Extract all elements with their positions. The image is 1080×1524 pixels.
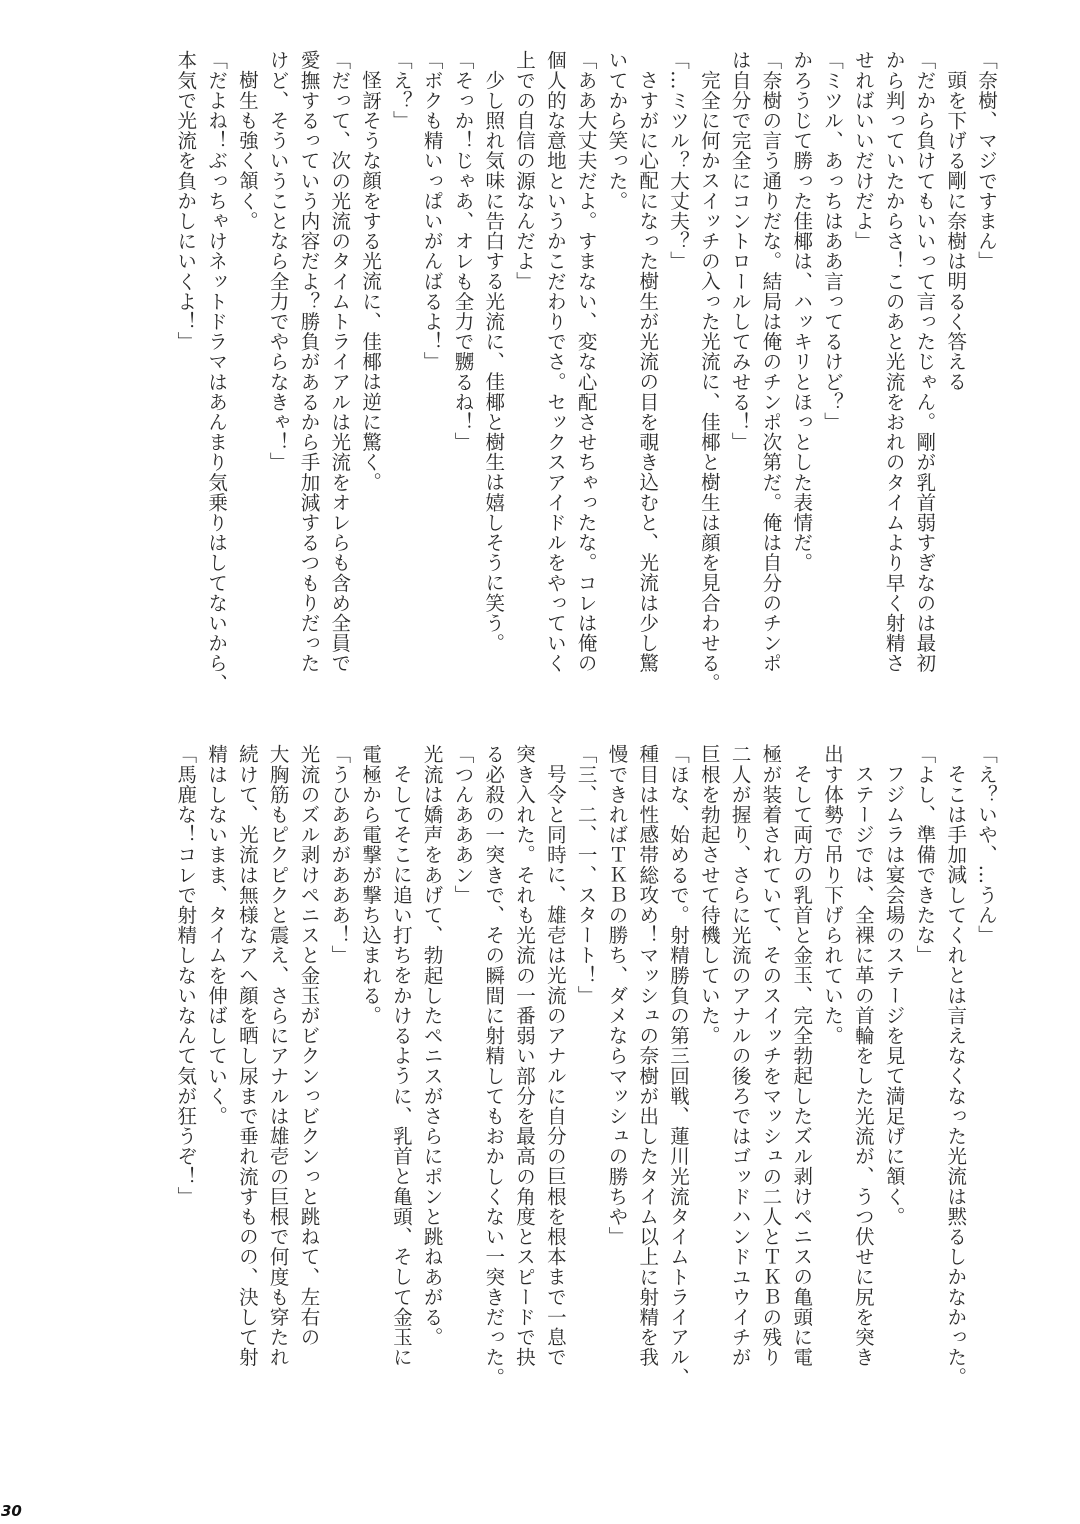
text-line: 光流のズル剥けペニスと金玉がビクンっビクンっと跳ねて、左右の	[297, 744, 321, 1347]
text-line: 慢できればＴＫＢの勝ち、ダメならマッシュの勝ちや」	[605, 744, 629, 1247]
text-line: 少し照れ気味に告白する光流に、佳椰と樹生は嬉しそうに笑う。	[482, 69, 506, 653]
text-line: 個人的な意地というかこだわりでさ。セックスアイドルをやっていく	[543, 50, 567, 674]
text-line: いてから笑った。	[605, 50, 629, 211]
text-line: 「え？」	[389, 50, 413, 131]
text-line: 「だって、次の光流のタイムトライアルは光流をオレらも含め全員で	[328, 50, 352, 674]
text-line: 「ああ大丈夫だよ。すまない、変な心配させちゃったな。コレは俺の	[574, 50, 598, 674]
text-line: 「奈樹の言う通りだな。結局は俺のチンポ次第だ。俺は自分のチンポ	[759, 50, 783, 674]
text-line: 「つんあああン」	[451, 744, 475, 905]
text-line: 「うひああがあああ！」	[328, 744, 352, 966]
text-line: 極が装着されていて、そのスイッチをマッシュの二人とＴＫＢの残り	[759, 744, 783, 1368]
text-line: 本気で光流を負かしにいくよ！」	[174, 50, 198, 352]
text-line: 「だよね！ぶっちゃけネットドラマはあんまり気乗りはしてないから、	[205, 50, 229, 694]
text-line: 「だから負けてもいいって言ったじゃん。剛が乳首弱すぎなのは最初	[913, 50, 937, 674]
text-line: 「え？いや、…うん」	[975, 744, 998, 945]
text-line: 「ほな、始めるで。射精勝負の第三回戦、蓮川光流タイムトライアル、	[667, 744, 691, 1388]
text-line: 大胸筋もピクピクと震え、さらにアナルは雄壱の巨根で何度も穿たれ	[266, 744, 290, 1368]
text-line: 光流は嬌声をあげて、勃起したペニスがさらにポンと跳ねあがる。	[420, 744, 444, 1347]
text-line: 「奈樹、マジですまん」	[975, 50, 998, 272]
text-line: そこは手加減してくれとは言えなくなった光流は黙るしかなかった。	[944, 763, 968, 1387]
text-line: ステージでは、全裸に革の首輪をした光流が、うつ伏せに尻を突き	[851, 763, 875, 1367]
text-line: フジムラは宴会場のステージを見て満足げに頷く。	[882, 763, 906, 1226]
text-line: 怪訝そうな顔をする光流に、佳椰は逆に驚く。	[359, 69, 383, 492]
text-line: さすがに心配になった樹生が光流の目を覗き込むと、光流は少し驚	[636, 69, 660, 673]
page-number: 30	[1, 1502, 22, 1520]
text-line: 「三、二、一、スタート！」	[574, 744, 598, 1006]
text-line: 種目は性感帯総攻め！マッシュの奈樹が出したタイム以上に射精を我	[636, 744, 660, 1368]
text-line: そして両方の乳首と金玉、完全勃起したズル剥けペニスの亀頭に電	[790, 763, 814, 1367]
text-line: せればいいだけだよ」	[851, 50, 875, 251]
text-line: 完全に何かスイッチの入った光流に、佳椰と樹生は顔を見合わせる。	[697, 69, 721, 693]
text-line: けど、そういうことなら全力でやらなきゃ！」	[266, 50, 290, 473]
text-line: 「馬鹿な！コレで射精しないなんて気が狂うぞ！」	[174, 744, 198, 1207]
text-line: 精はしないまま、タイムを伸ばしていく。	[205, 744, 229, 1126]
text-line: から判っていたからさ！このあと光流をおれのタイムより早く射精さ	[882, 50, 906, 674]
text-line: そしてそこに追い打ちをかけるように、乳首と亀頭、そして金玉に	[389, 763, 413, 1367]
text-line: 「ミツル、あっちはああ言ってるけど？」	[821, 50, 845, 432]
text-line: 電極から電撃が撃ち込まれる。	[359, 744, 383, 1026]
text-line: かろうじて勝った佳椰は、ハッキリとほっとした表情だ。	[790, 50, 814, 573]
text-line: 出す体勢で吊り下げられていた。	[821, 744, 845, 1046]
text-line: 上での自信の源なんだよ」	[513, 50, 537, 292]
text-block-top	[169, 50, 1001, 720]
text-line: 巨根を勃起させて待機していた。	[697, 744, 721, 1046]
text-line: 頭を下げる剛に奈樹は明るく答える	[944, 69, 968, 392]
text-line: 二人が握り、さらに光流のアナルの後ろではゴッドハンドユウイチが	[728, 744, 752, 1368]
text-line: 「ボクも精いっぱいがんばるよ！」	[420, 50, 444, 372]
text-line: 「そっか！じゃあ、オレも全力で嬲るね！」	[451, 50, 475, 452]
text-line: 「よし、準備できたな」	[913, 744, 937, 966]
text-line: 続けて、光流は無様なアヘ顔を晒し尿まで垂れ流すものの、決して射	[235, 744, 259, 1368]
text-line: る必殺の一突きで、その瞬間に射精してもおかしくない一突きだった。	[482, 744, 506, 1388]
text-line: 突き入れた。それも光流の一番弱い部分を最高の角度とスピードで抉	[513, 744, 537, 1368]
text-line: 号令と同時に、雄壱は光流のアナルに自分の巨根を根本まで一息で	[543, 763, 567, 1367]
text-block-bottom	[169, 744, 1001, 1414]
text-line: 愛撫するっていう内容だよ？勝負があるから手加減するつもりだった	[297, 50, 321, 674]
text-line: は自分で完全にコントロールしてみせる！」	[728, 50, 752, 452]
text-line: 樹生も強く頷く。	[235, 69, 259, 231]
text-line: 「…ミツル？大丈夫？」	[667, 50, 691, 272]
